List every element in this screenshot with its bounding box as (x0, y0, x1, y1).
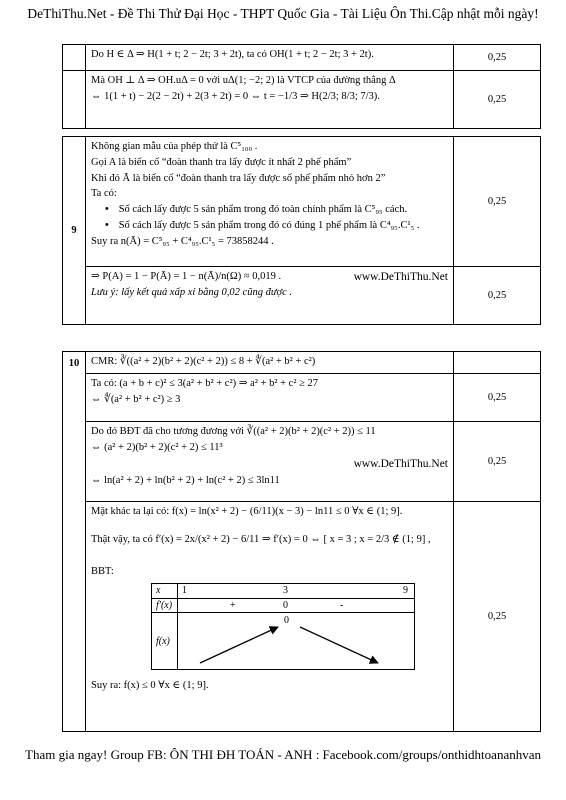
note: Lưu ý: lấy kết quả xấp xỉ bằng 0,02 cũng được . (91, 286, 293, 298)
solution-line: CMR: ∛((a² + 2)(b² + 2)(c² + 2)) ≤ 8 + ∜(a² + b² + c²) (91, 356, 316, 367)
solution-line: Mà OH ⊥ Δ ⇒ OH.uΔ = 0 với uΔ(1; −2; 2) là VTCP của đường thẳng Δ (91, 75, 396, 86)
solution-line: Không gian mẫu của phép thử là C⁵₁₀₀ . (91, 141, 258, 152)
score-cell: 0,25 (454, 45, 541, 71)
bbt-x-value: 3 (283, 585, 288, 597)
solution-line (91, 269, 448, 285)
solution-row (86, 45, 454, 71)
score-cell: 0,25 (454, 502, 541, 732)
score-cell: 0,25 (454, 71, 541, 129)
variation-arrows (178, 613, 414, 669)
increasing-arrow (200, 627, 278, 663)
solution-row (86, 502, 454, 732)
solution-line: ⇔ (a² + 2)(b² + 2)(c² + 2) ≤ 11³ (91, 441, 223, 453)
bbt-max-value: 0 (284, 615, 289, 627)
score-cell (454, 352, 541, 374)
solution-line: Do đó BĐT đã cho tương đương với ∛((a² + 2)(b² + 2)(c² + 2)) ≤ 11 (91, 426, 376, 437)
decreasing-arrow (300, 627, 378, 663)
bbt-sign: - (340, 599, 344, 611)
solution-line: ⇔ 1(1 + t) − 2(2 − 2t) + 2(3 + 2t) = 0 ⇔ t = −1/3 ⇒ H(2/3; 8/3; 7/3). (91, 90, 380, 102)
bbt-fp-label: f′(x) (152, 598, 178, 613)
bbt-f-row (178, 613, 415, 670)
question-10-table (62, 351, 541, 732)
score-cell: 0,25 (454, 267, 541, 325)
bullet-item: • Số cách lấy được 5 sản phẩm trong đó có đúng 1 phế phẩm là C⁴₉₅.C¹₅ . (91, 218, 448, 234)
bbt-x-value: 1 (182, 585, 187, 597)
solution-line: Gọi A là biến cố “đoàn thanh tra lấy được ít nhất 2 phế phẩm” (91, 156, 352, 168)
question-number-cell (63, 45, 86, 71)
bbt-sign: 0 (283, 599, 288, 611)
solution-row (86, 137, 454, 267)
bbt-f-label: f(x) (152, 613, 178, 670)
question-9-table (62, 136, 541, 325)
variation-table (151, 583, 415, 670)
solution-line: ⇔ ∜(a² + b² + c²) ≥ 3 (91, 393, 181, 405)
solution-row (86, 71, 454, 129)
solution-table-continued (62, 44, 541, 129)
bbt-x-row (178, 584, 415, 599)
solution-row (86, 374, 454, 422)
question-number: 9 (63, 137, 86, 325)
score-cell: 0,25 (454, 137, 541, 267)
bbt-label: BBT: (91, 565, 114, 577)
question-number: 10 (63, 352, 86, 732)
bbt-x-value: 9 (403, 585, 408, 597)
bullet-item: • Số cách lấy được 5 sản phẩm trong đó toàn chính phẩm là C⁵₉₅ cách. (91, 202, 448, 218)
solution-line: ⇔ ln(a² + 2) + ln(b² + 2) + ln(c² + 2) ≤ 3ln11 (91, 474, 280, 486)
solution-line: Thật vậy, ta có f′(x) = 2x/(x² + 2) − 6/11 ⇒ f′(x) = 0 ⇔ [ x = 3 ; x = 2/3 ∉ (1; 9] , (91, 533, 431, 545)
score-cell: 0,25 (454, 374, 541, 422)
score-cell: 0,25 (454, 422, 541, 502)
solution-line: Khi đó Ā là biến cố “đoàn thanh tra lấy được số phế phẩm nhỏ hơn 2” (91, 172, 386, 184)
bbt-fp-row (178, 598, 415, 613)
bbt-x-label: x (152, 584, 178, 599)
probability-formula: ⇒ P(A) = 1 − P(Ā) = 1 − n(Ā)/n(Ω) ≈ 0,019 . (91, 271, 282, 282)
solution-row (86, 267, 454, 325)
page-header: DeThiThu.Net - Đề Thi Thử Đại Học - THPT Quốc Gia - Tài Liệu Ôn Thi.Cập nhật mỗi ngày! (27, 6, 539, 21)
solution-line: Mặt khác ta lại có: f(x) = ln(x² + 2) − (6/11)(x − 3) − ln11 ≤ 0 ∀x ∈ (1; 9]. (91, 506, 403, 517)
solution-line: Suy ra: f(x) ≤ 0 ∀x ∈ (1; 9]. (91, 680, 209, 692)
solution-line: Do H ∈ Δ ⇒ H(1 + t; 2 − 2t; 3 + 2t), ta có OH(1 + t; 2 − 2t; 3 + 2t). (91, 49, 374, 60)
watermark: www.DeThiThu.Net (353, 271, 448, 283)
solution-row (86, 422, 454, 502)
watermark: www.DeThiThu.Net (353, 457, 448, 470)
bbt-sign: + (230, 599, 236, 611)
solution-row (86, 352, 454, 374)
solution-line: Suy ra n(Ā) = C⁵₉₅ + C⁴₉₅.C¹₅ = 73858244 . (91, 235, 274, 247)
solution-line: Ta có: (91, 188, 117, 200)
page-footer: Tham gia ngay! Group FB: ÔN THI ĐH TOÁN - ANH : Facebook.com/groups/onthidhtoananhvan (25, 747, 541, 762)
solution-line: Ta có: (a + b + c)² ≤ 3(a² + b² + c²) ⇒ a² + b² + c² ≥ 27 (91, 378, 319, 389)
question-number-cell (63, 71, 86, 129)
